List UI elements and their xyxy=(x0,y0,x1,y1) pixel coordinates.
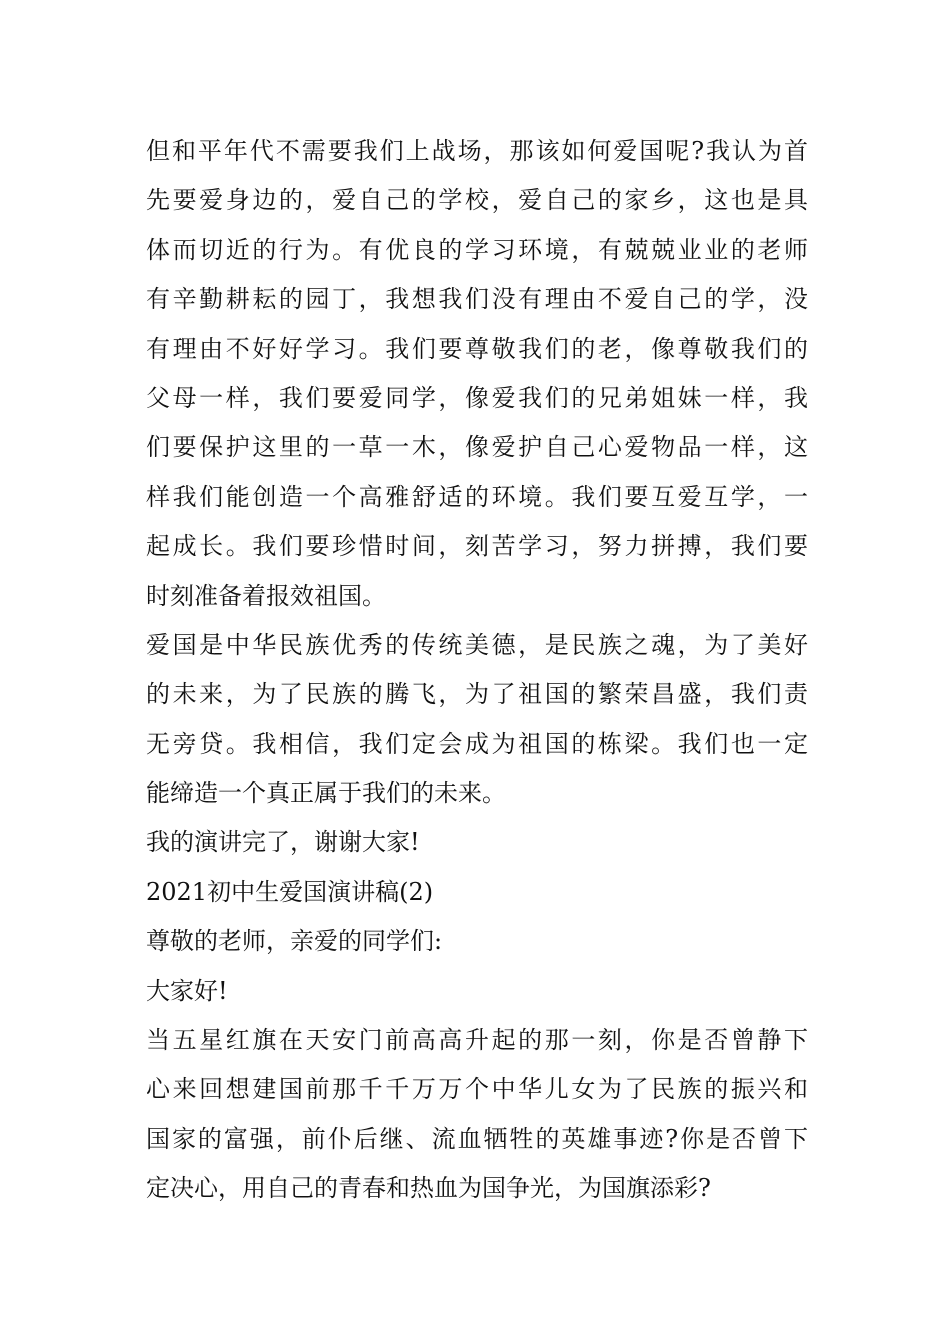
text-line: 父母一样，我们要爱同学，像爱我们的兄弟姐妹一样，我 xyxy=(146,383,808,412)
text-line: 我的演讲完了，谢谢大家! xyxy=(146,828,420,857)
text-line: 国家的富强，前仆后继、流血牺牲的英雄事迹?你是否曾下 xyxy=(146,1124,808,1153)
text-line: 时刻准备着报效祖国。 xyxy=(146,581,386,610)
text-line: 爱国是中华民族优秀的传统美德，是民族之魂，为了美好 xyxy=(146,630,808,659)
text-line: 的未来，为了民族的腾飞，为了祖国的繁荣昌盛，我们责 xyxy=(146,680,808,709)
salutation: 尊敬的老师，亲爱的同学们: xyxy=(146,927,443,956)
text-line: 起成长。我们要珍惜时间，刻苦学习，努力拼搏，我们要 xyxy=(146,532,808,561)
text-line: 体而切近的行为。有优良的学习环境，有兢兢业业的老师 xyxy=(146,235,808,264)
document-body xyxy=(146,127,808,1214)
text-line: 当五星红旗在天安门前高高升起的那一刻，你是否曾静下 xyxy=(146,1026,808,1055)
text-line: 先要爱身边的，爱自己的学校，爱自己的家乡，这也是具 xyxy=(146,186,808,215)
text-line: 有辛勤耕耘的园丁，我想我们没有理由不爱自己的学，没 xyxy=(146,285,808,314)
text-line: 心来回想建国前那千千万万个中华儿女为了民族的振兴和 xyxy=(146,1075,808,1104)
greeting: 大家好! xyxy=(146,976,228,1005)
text-line: 无旁贷。我相信，我们定会成为祖国的栋梁。我们也一定 xyxy=(146,729,808,758)
text-line: 能缔造一个真正属于我们的未来。 xyxy=(146,779,506,808)
text-line: 但和平年代不需要我们上战场，那该如何爱国呢?我认为首 xyxy=(146,137,808,165)
section-heading: 2021初中生爱国演讲稿(2) xyxy=(146,877,434,906)
text-line: 定决心，用自己的青春和热血为国争光，为国旗添彩? xyxy=(146,1174,711,1203)
text-line: 们要保护这里的一草一木，像爱护自己心爱物品一样，这 xyxy=(146,433,808,462)
text-line: 有理由不好好学习。我们要尊敬我们的老，像尊敬我们的 xyxy=(146,334,808,363)
text-line: 样我们能创造一个高雅舒适的环境。我们要互爱互学，一 xyxy=(146,482,808,511)
